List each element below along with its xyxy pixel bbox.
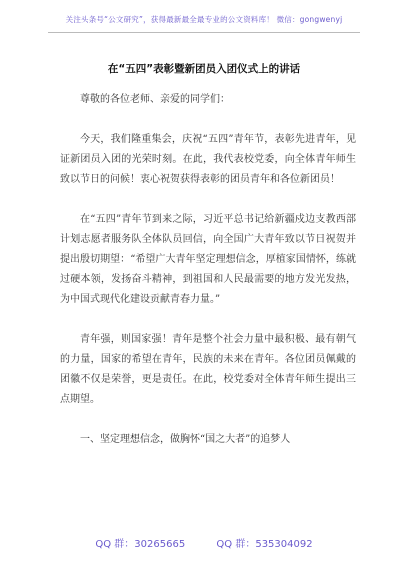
footer-qq-group-1: QQ 群：30265665 — [95, 539, 186, 550]
paragraph-2: 在“五四”青年节到来之际，习近平总书记给新疆戍边支教西部计划志愿者服务队全体队员回信，向全国广大青年致以节日祝贺并提出殷切期望：“希望广大青年坚定理想信念，厚植家国情怀，练就过硬本领，发扬奋斗精神，到祖国和人民最需要的地方发光发热，为中国式现代化建设贡献青春力量。” — [60, 214, 356, 305]
document-title: 在“五四”表彰暨新团员入团仪式上的讲话 — [107, 63, 301, 75]
document-body — [60, 90, 356, 470]
paragraph-1: 今天，我们隆重集会，庆祝“五四”青年节，表彰先进青年，见证新团员入团的光荣时刻。在此，我代表校党委，向全体青年师生致以节日的问候！衷心祝贺获得表彰的团员青年和各位新团员！ — [60, 134, 356, 185]
footer — [0, 535, 408, 550]
footer-qq-group-2: QQ 群：535304092 — [216, 539, 313, 550]
paragraph-3: 青年强，则国家强！青年是整个社会力量中最积极、最有朝气的力量，国家的希望在青年，民族的未来在青年。各位团员佩戴的团徽不仅是荣誉，更是责任。在此，校党委对全体青年师生提出三点期望。 — [60, 334, 356, 405]
section-heading: 一、坚定理想信念，做胸怀“国之大者”的追梦人 — [80, 434, 291, 445]
salutation: 尊敬的各位老师、亲爱的同学们： — [80, 94, 230, 105]
header-banner: 关注头条号“公文研究”，获得最新最全最专业的公文资料库！ 微信：gongwenyj — [65, 15, 343, 24]
header-divider — [48, 32, 360, 33]
